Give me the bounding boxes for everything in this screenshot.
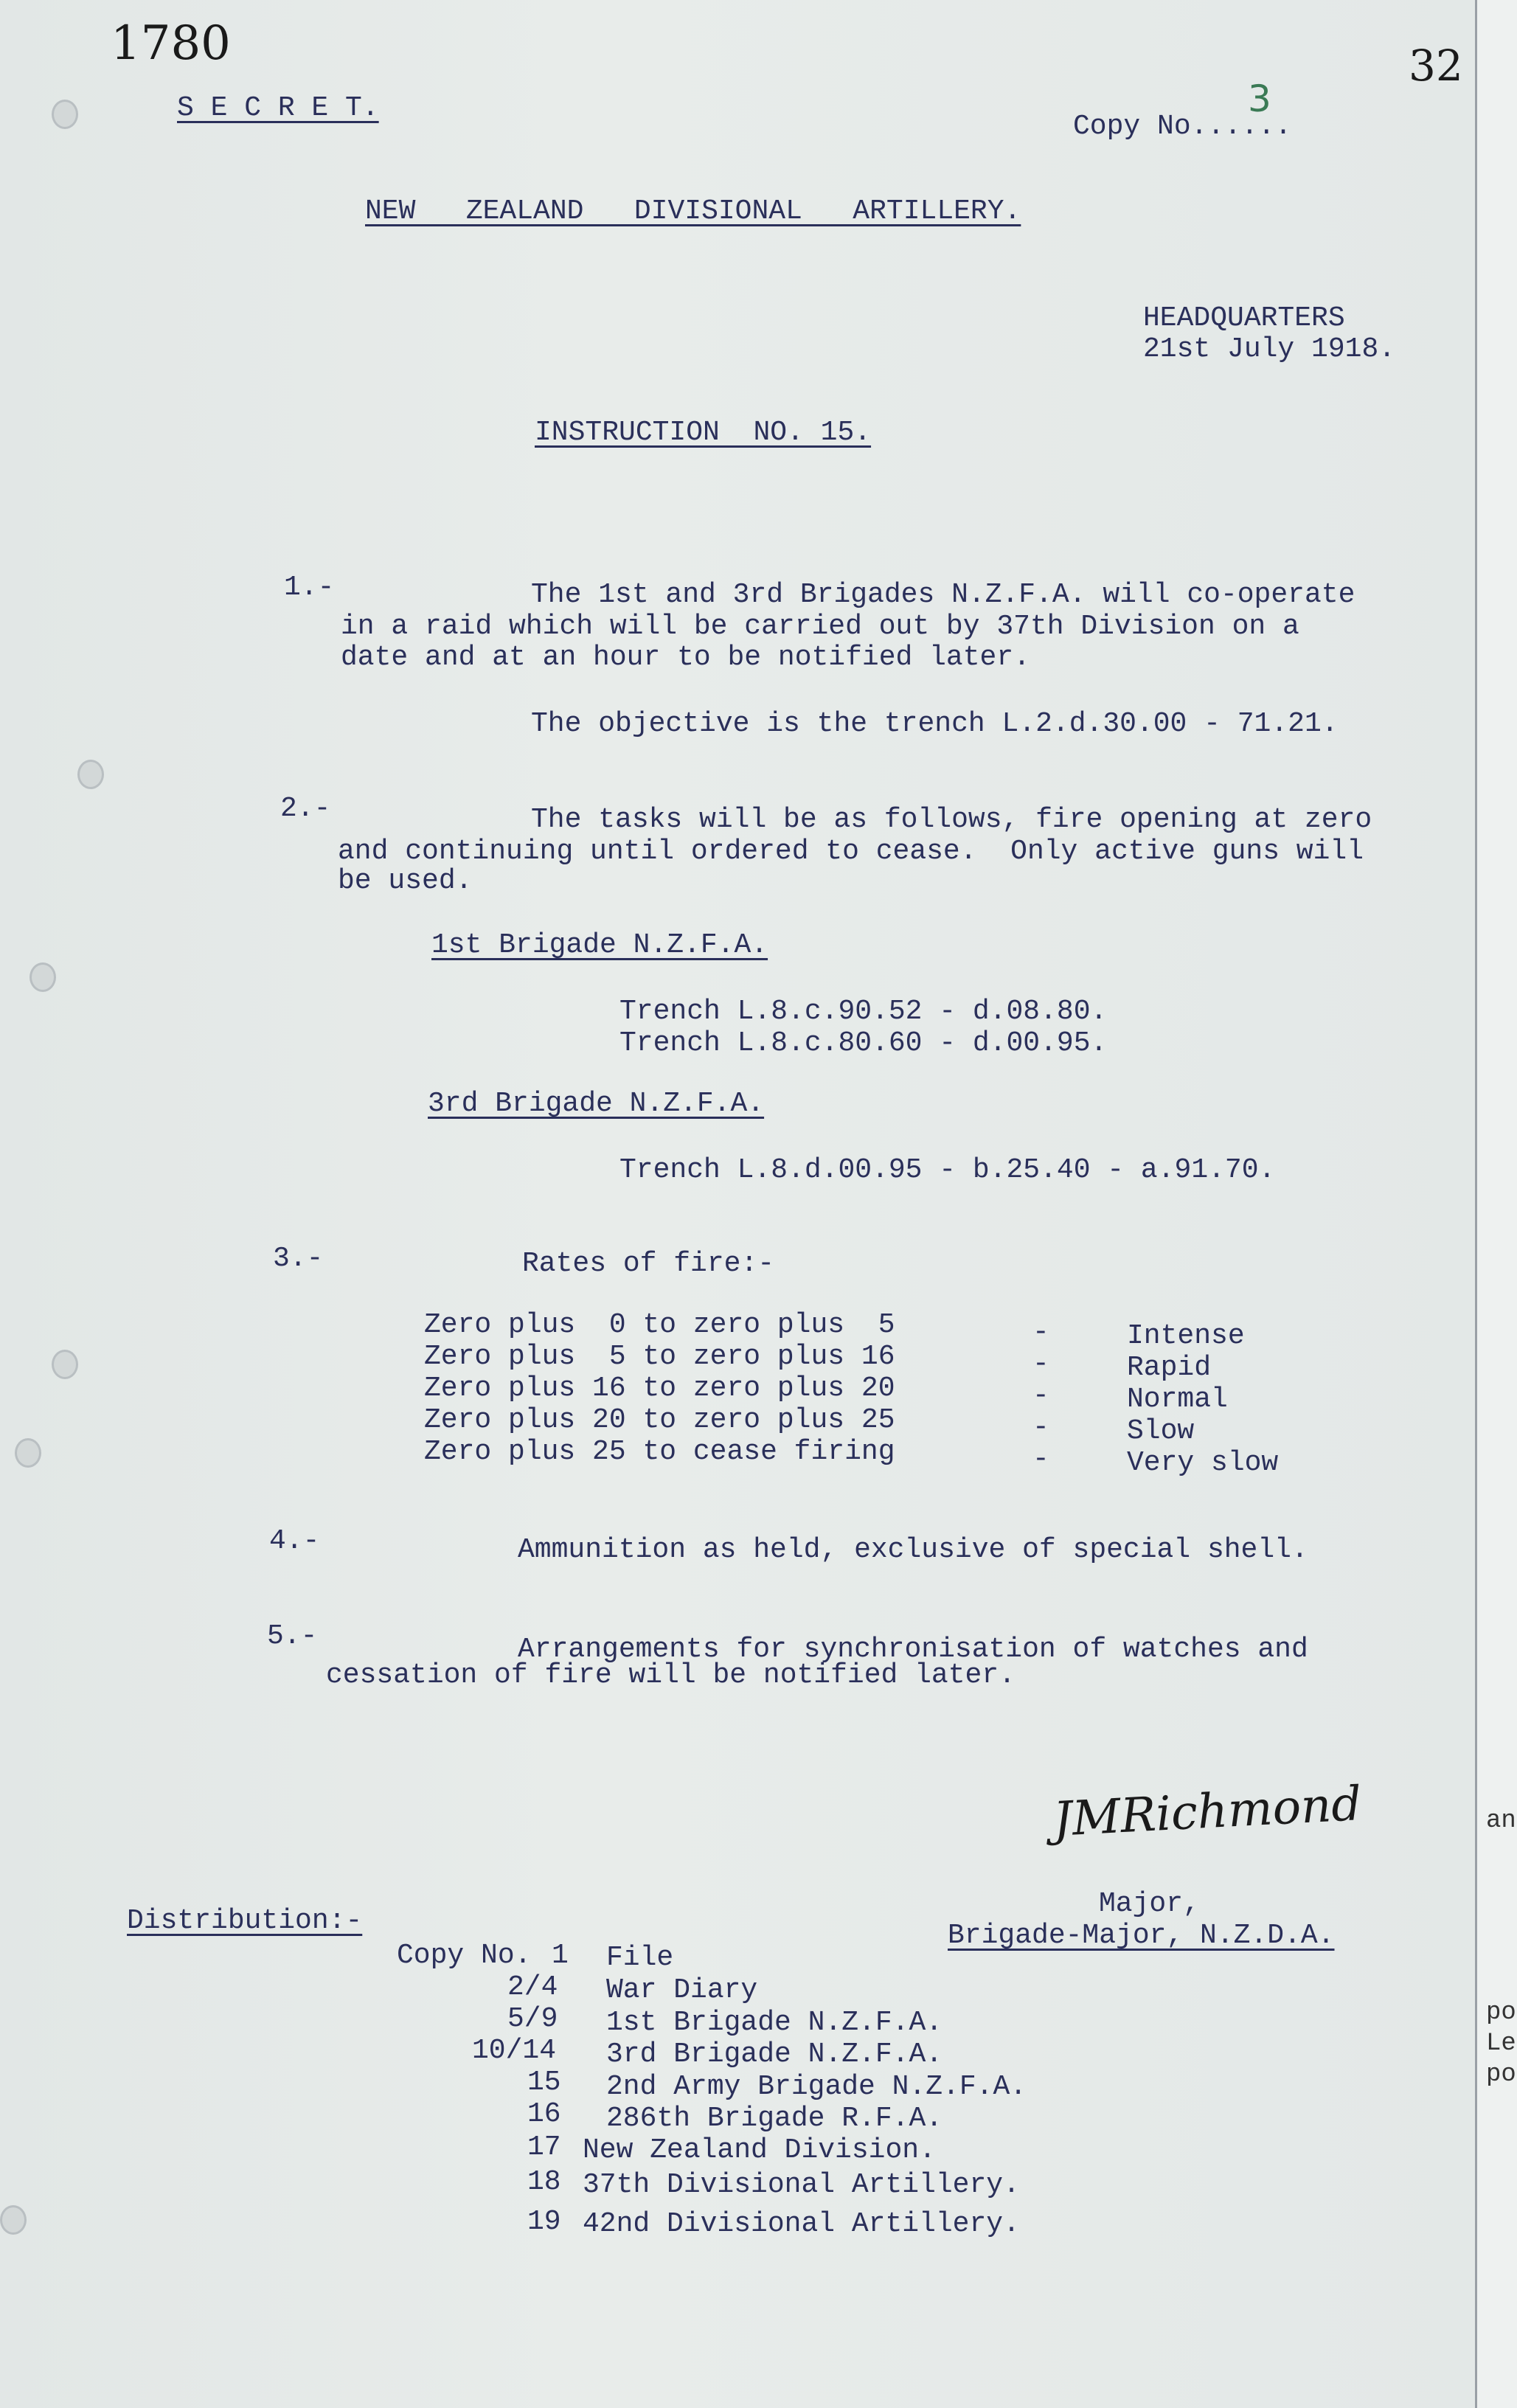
distribution-recipient: 42nd Divisional Artillery. — [583, 2208, 1020, 2240]
rates-heading: Rates of fire:- — [522, 1248, 775, 1280]
distribution-recipient: 3rd Brigade N.Z.F.A. — [606, 2039, 943, 2070]
distribution-copy: 19 — [527, 2206, 561, 2238]
rate-dash: - — [1032, 1316, 1049, 1348]
distribution-copy: 1 — [552, 1940, 569, 1971]
punch-hole — [15, 1438, 41, 1468]
punch-hole — [52, 1350, 78, 1379]
edge-text-fragment: po — [1486, 2061, 1516, 2089]
rate-value: Very slow — [1127, 1447, 1279, 1479]
rate-period: Zero plus 5 to zero plus 16 — [424, 1341, 895, 1373]
section-1-line: in a raid which will be carried out by 37th Division on a — [341, 611, 1299, 642]
edge-text-fragment: Le — [1486, 2030, 1516, 2058]
section-2-number: 2.- — [280, 793, 331, 825]
section-3-number: 3.- — [273, 1243, 324, 1274]
distribution-copy: 10/14 — [472, 2035, 557, 2067]
page-number: 32 — [1409, 41, 1463, 91]
distribution-recipient: 37th Divisional Artillery. — [583, 2169, 1020, 2201]
rate-value: Rapid — [1127, 1352, 1212, 1384]
rate-value: Normal — [1127, 1384, 1228, 1415]
section-1-number: 1.- — [284, 572, 335, 603]
punch-hole — [29, 962, 56, 992]
section-4-number: 4.- — [269, 1525, 320, 1557]
distribution-recipient: 1st Brigade N.Z.F.A. — [606, 2007, 943, 2039]
rate-value: Slow — [1127, 1415, 1195, 1447]
distribution-recipient: 286th Brigade R.F.A. — [606, 2103, 943, 2134]
distribution-recipient: File — [606, 1942, 674, 1974]
rate-dash: - — [1032, 1348, 1049, 1380]
section-2-line: be used. — [338, 865, 473, 897]
rate-period: Zero plus 16 to zero plus 20 — [424, 1373, 895, 1404]
headquarters-label: HEADQUARTERS — [1143, 302, 1345, 334]
section-5-line: cessation of fire will be notified later. — [326, 1659, 1016, 1691]
distribution-recipient: 2nd Army Brigade N.Z.F.A. — [606, 2071, 1027, 2103]
punch-hole — [0, 2205, 27, 2235]
distribution-copy: 5/9 — [507, 2003, 558, 2035]
brigade-1-task: Trench L.8.c.90.52 - d.08.80. — [619, 996, 1108, 1027]
rate-dash: - — [1032, 1380, 1049, 1412]
handwritten-signature: JMRichmond — [1052, 1777, 1363, 1847]
punch-hole — [52, 100, 78, 129]
section-2-line: The tasks will be as follows, fire opening at zero — [531, 804, 1372, 836]
distribution-copy: 18 — [527, 2166, 561, 2198]
section-1-objective: The objective is the trench L.2.d.30.00 - 71.21. — [531, 708, 1339, 740]
distribution-recipient: War Diary — [606, 1974, 758, 2006]
document-date: 21st July 1918. — [1143, 333, 1396, 365]
brigade-1-task: Trench L.8.c.80.60 - d.00.95. — [619, 1027, 1108, 1059]
unit-title: NEW ZEALAND DIVISIONAL ARTILLERY. — [365, 195, 1021, 227]
distribution-copy: 17 — [527, 2131, 561, 2163]
rate-dash: - — [1032, 1412, 1049, 1443]
distribution-copy: 16 — [527, 2098, 561, 2130]
section-5-line: Arrangements for synchronisation of watches and — [518, 1634, 1308, 1665]
section-2-line: and continuing until ordered to cease. Only active guns will — [338, 836, 1364, 867]
rate-dash: - — [1032, 1443, 1049, 1475]
edge-text-fragment: po — [1486, 1999, 1516, 2027]
copy-number-handwritten: 3 — [1248, 77, 1271, 120]
signatory-title: Brigade-Major, N.Z.D.A. — [948, 1920, 1335, 1951]
distribution-heading: Distribution:- — [127, 1905, 363, 1937]
rate-period: Zero plus 20 to zero plus 25 — [424, 1404, 895, 1436]
brigade-3-heading: 3rd Brigade N.Z.F.A. — [428, 1088, 765, 1120]
signatory-rank: Major, — [1099, 1888, 1200, 1920]
section-4-text: Ammunition as held, exclusive of special shell. — [518, 1534, 1308, 1566]
copy-number-label: Copy No...... — [1073, 111, 1292, 142]
rate-period: Zero plus 25 to cease firing — [424, 1436, 895, 1468]
section-1-line: date and at an hour to be notified later. — [341, 642, 1030, 673]
distribution-copy-label: Copy No. — [397, 1940, 532, 1971]
edge-text-fragment: an — [1486, 1807, 1516, 1835]
brigade-1-heading: 1st Brigade N.Z.F.A. — [431, 929, 768, 961]
distribution-copy: 2/4 — [507, 1971, 558, 2003]
rate-period: Zero plus 0 to zero plus 5 — [424, 1309, 895, 1341]
classification-label: S E C R E T. — [177, 92, 379, 124]
section-1-line: The 1st and 3rd Brigades N.Z.F.A. will co-operate — [531, 579, 1355, 611]
reference-number: 1780 — [111, 16, 231, 71]
rate-value: Intense — [1127, 1320, 1245, 1352]
distribution-recipient: New Zealand Division. — [583, 2134, 936, 2166]
brigade-3-task: Trench L.8.d.00.95 - b.25.40 - a.91.70. — [619, 1154, 1276, 1186]
section-5-number: 5.- — [267, 1620, 318, 1652]
instruction-title: INSTRUCTION NO. 15. — [535, 417, 872, 448]
punch-hole — [77, 760, 104, 789]
distribution-copy: 15 — [527, 2067, 561, 2098]
